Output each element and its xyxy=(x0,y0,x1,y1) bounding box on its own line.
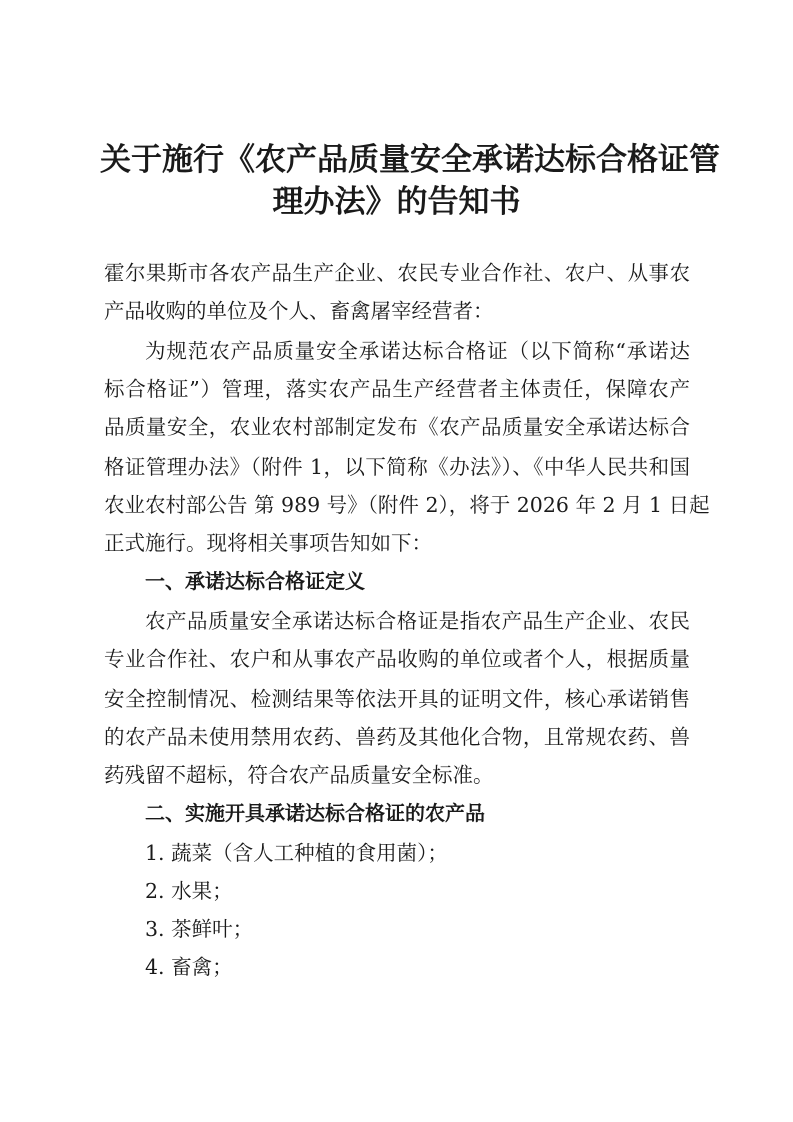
section-1-heading: 一、承诺达标合格证定义 xyxy=(145,569,365,593)
section-1-line-4: 的农产品未使用禁用农药、兽药及其他化合物，且常规农药、兽 xyxy=(104,725,690,749)
salutation-line-2: 产品收购的单位及个人、畜禽屠宰经营者： xyxy=(104,299,494,323)
intro-line-4: 格证管理办法》（附件 1，以下简称《办法》）、《中华人民共和国 xyxy=(104,455,690,479)
list-item: 4. 畜禽； xyxy=(145,955,233,979)
section-1-line-1: 农产品质量安全承诺达标合格证是指农产品生产企业、农民 xyxy=(145,609,690,633)
document-title-line-1: 关于施行《农产品质量安全承诺达标合格证管 xyxy=(100,142,720,178)
intro-line-3: 品质量安全，农业农村部制定发布《农产品质量安全承诺达标合 xyxy=(104,415,690,439)
intro-line-1: 为规范农产品质量安全承诺达标合格证（以下简称“承诺达 xyxy=(145,339,690,363)
intro-line-2: 标合格证”）管理，落实农产品生产经营者主体责任，保障农产 xyxy=(104,377,690,401)
section-1-line-3: 安全控制情况、检测结果等依法开具的证明文件，核心承诺销售 xyxy=(104,687,690,711)
list-item: 2. 水果； xyxy=(145,879,233,903)
section-1-line-5: 药残留不超标，符合农产品质量安全标准。 xyxy=(104,763,494,787)
list-item: 3. 茶鲜叶； xyxy=(145,917,254,941)
salutation-line-1: 霍尔果斯市各农产品生产企业、农民专业合作社、农户、从事农 xyxy=(104,261,690,285)
intro-line-5: 农业农村部公告 第 989 号》（附件 2），将于 2026 年 2 月 1 日起 xyxy=(104,493,710,517)
section-2-heading: 二、实施开具承诺达标合格证的农产品 xyxy=(145,801,485,825)
section-1-line-2: 专业合作社、农户和从事农产品收购的单位或者个人，根据质量 xyxy=(104,647,690,671)
intro-line-6: 正式施行。现将相关事项告知如下： xyxy=(104,531,432,555)
document-title-line-2: 理办法》的告知书 xyxy=(272,184,521,220)
list-item: 1. 蔬菜（含人工种植的食用菌）； xyxy=(145,841,448,865)
